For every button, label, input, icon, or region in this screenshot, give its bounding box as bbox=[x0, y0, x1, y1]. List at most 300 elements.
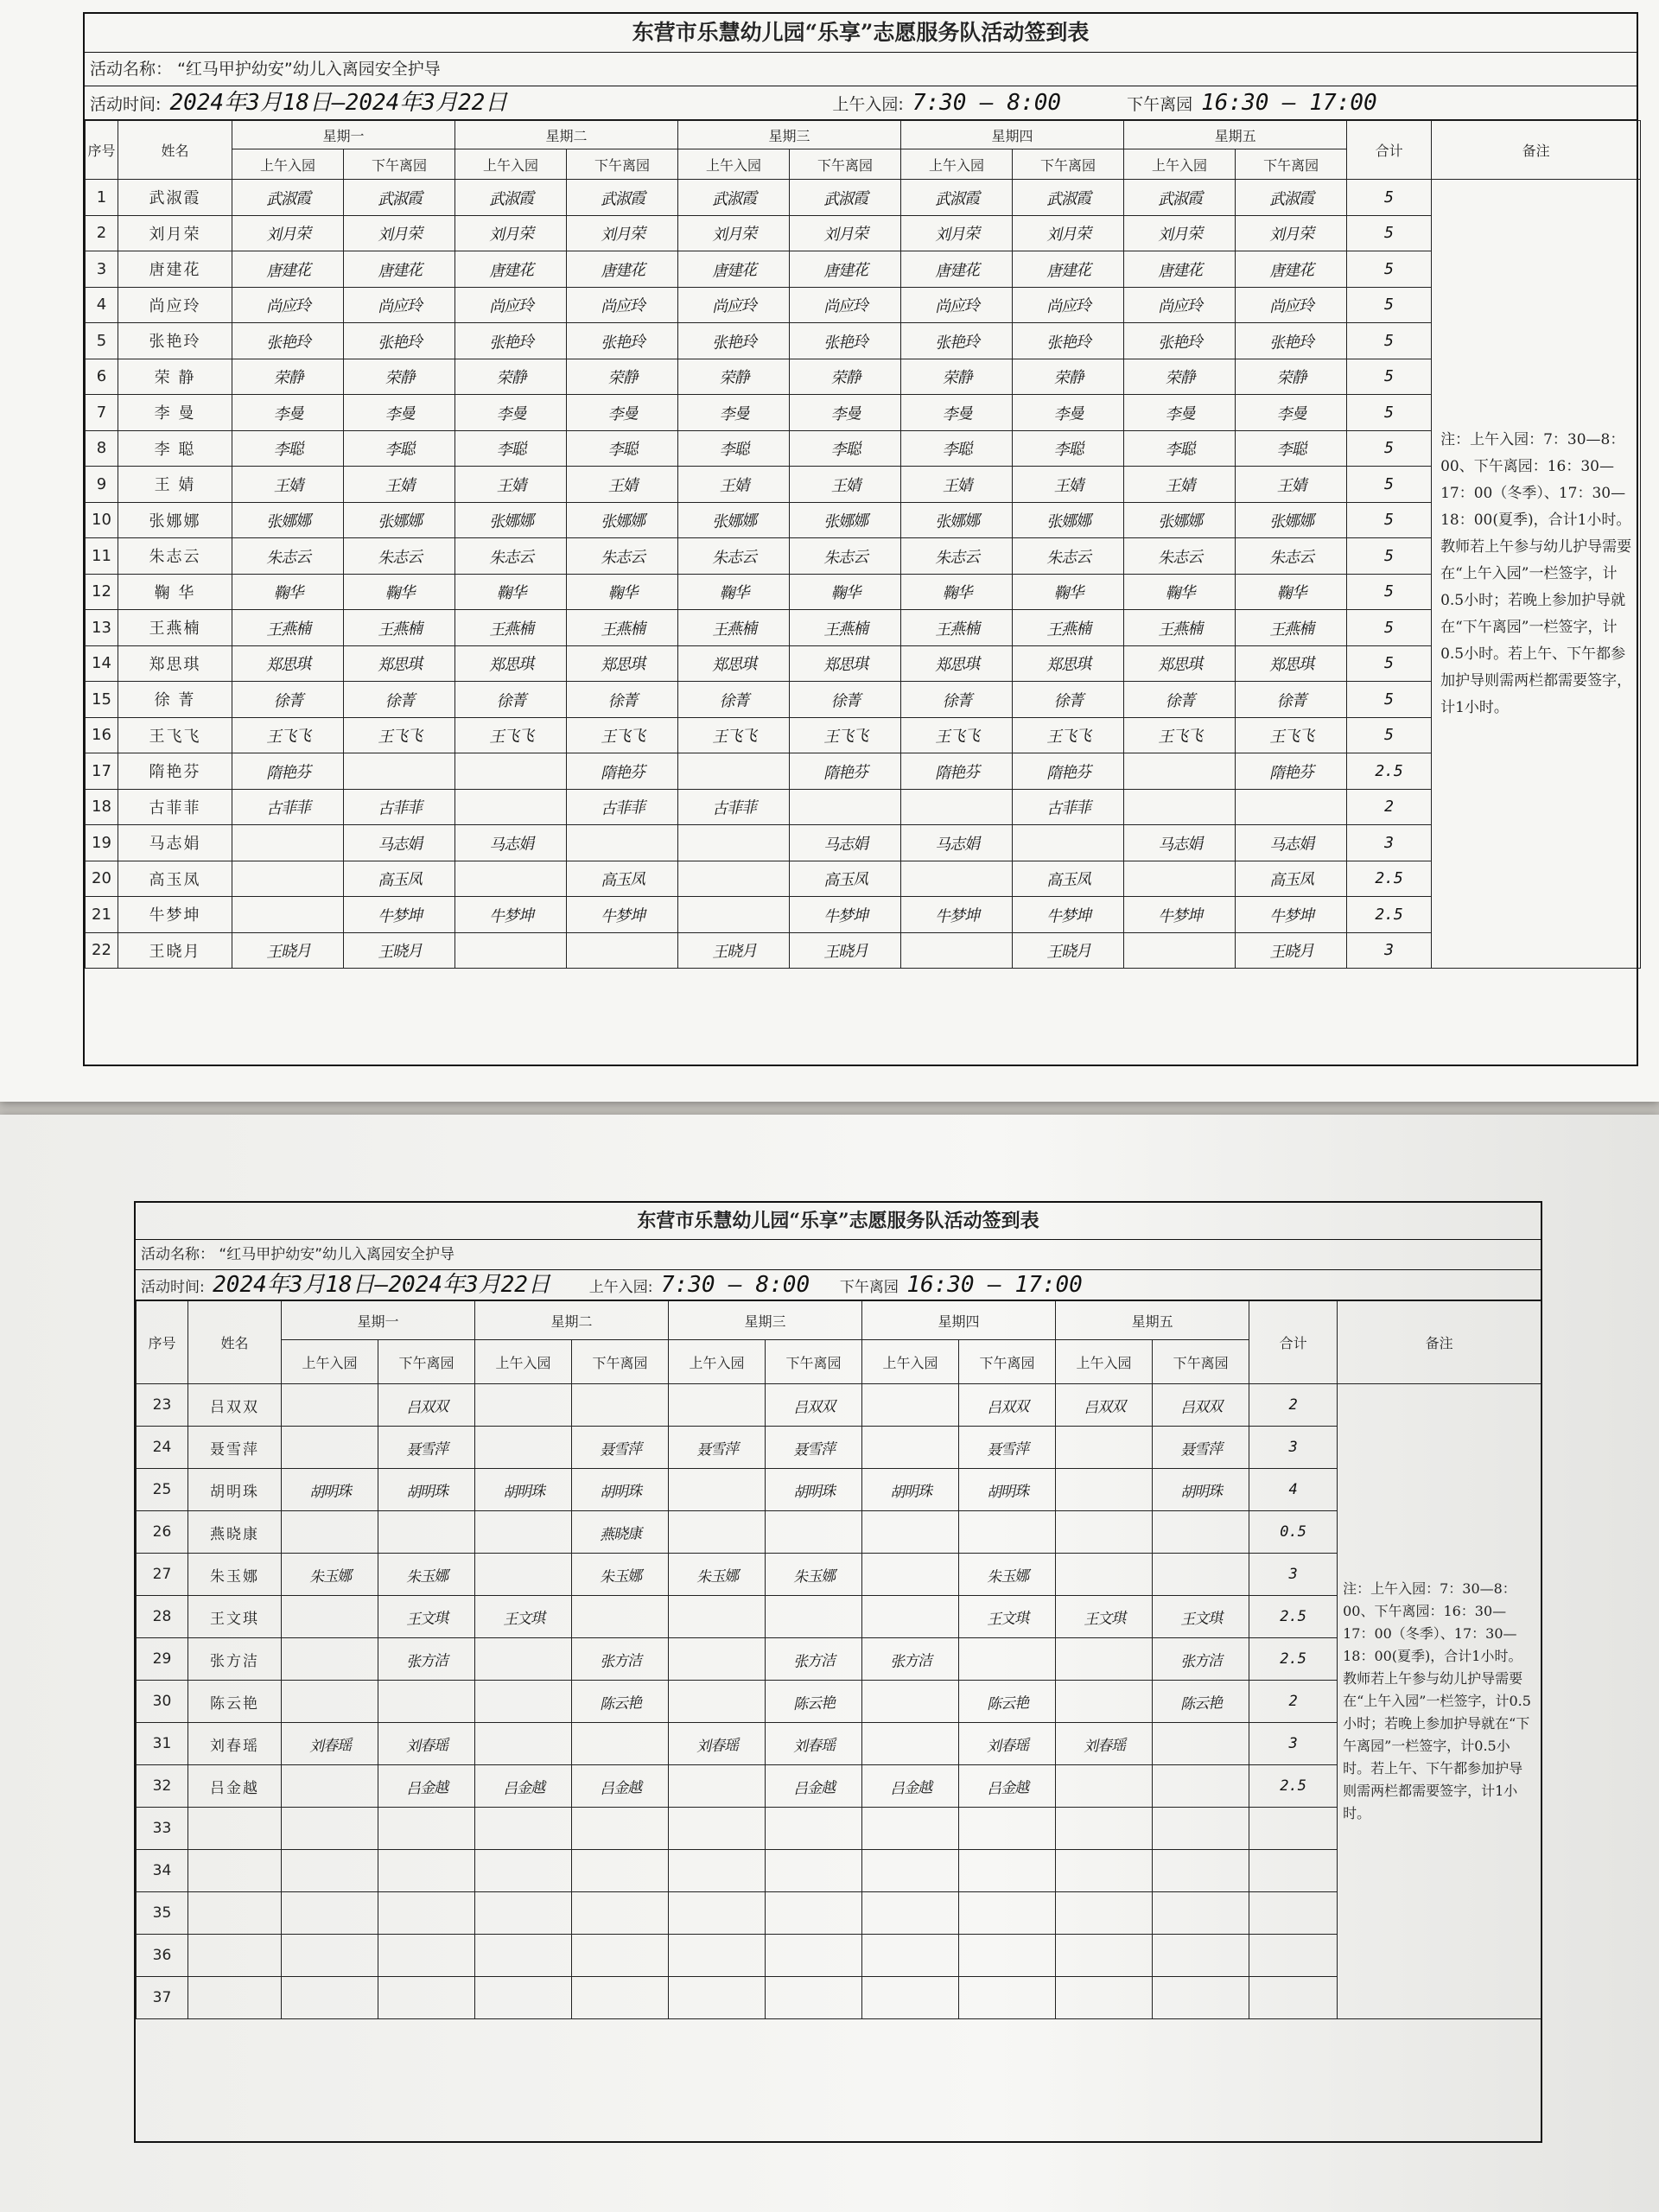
volunteer-name: 古菲菲 bbox=[118, 789, 232, 825]
signature-cell: 刘月荣 bbox=[1235, 213, 1347, 253]
volunteer-name: 燕晓康 bbox=[188, 1511, 282, 1554]
activity-name-row bbox=[85, 53, 1637, 86]
hours-total: 3 bbox=[1347, 932, 1432, 969]
sub-header-am: 上午入园 bbox=[282, 1340, 378, 1384]
signature-cell: 隋艳芬 bbox=[789, 751, 901, 791]
table-row bbox=[137, 1850, 1541, 1892]
signature-cell: 刘春瑶 bbox=[1055, 1721, 1154, 1767]
signature-cell bbox=[232, 823, 344, 862]
signature-cell: 李聪 bbox=[1012, 429, 1124, 468]
remarks-note: 注：上午入园：7：30—8：00、下午离园：16：30—17：00（冬季）、17：30—18：00(夏季)，合计1小时。教师若上午参与幼儿护导需要在“上午入园”一栏签字，计0.5小时；若晚上参加护导就在“下午离园”一栏签字，计0.5小时。若上午、下午都参加护导则需两栏都需要签字，计1小时。 bbox=[1338, 1384, 1541, 2019]
hours-total: 5 bbox=[1347, 502, 1432, 538]
signature-cell bbox=[765, 1510, 863, 1555]
sub-header-pm: 下午离园 bbox=[766, 1340, 862, 1384]
row-number: 23 bbox=[137, 1384, 188, 1427]
signature-cell: 尚应玲 bbox=[900, 285, 1013, 325]
signature-cell bbox=[668, 1891, 766, 1936]
signature-cell: 王飞飞 bbox=[566, 715, 678, 755]
volunteer-name: 聂雪萍 bbox=[188, 1427, 282, 1469]
signature-cell: 张艳玲 bbox=[454, 321, 567, 360]
activity-time-label: 活动时间: bbox=[141, 1279, 205, 1296]
signature-cell: 张娜娜 bbox=[900, 500, 1013, 540]
signature-cell: 朱志云 bbox=[454, 536, 567, 575]
hours-total: 2.5 bbox=[1249, 1638, 1338, 1681]
signature-cell bbox=[378, 1891, 476, 1936]
signature-cell bbox=[343, 751, 455, 791]
signature-cell: 唐建花 bbox=[1012, 249, 1124, 289]
signature-cell: 李曼 bbox=[454, 392, 567, 432]
signature-cell bbox=[281, 1975, 379, 2021]
volunteer-name: 李 曼 bbox=[118, 395, 232, 431]
signature-cell: 王燕楠 bbox=[1012, 607, 1124, 647]
signature-cell: 马志娟 bbox=[454, 823, 567, 862]
table-row bbox=[86, 825, 1641, 861]
signature-cell bbox=[1055, 1764, 1154, 1809]
signature-cell: 武淑霞 bbox=[343, 177, 455, 217]
sub-header-pm: 下午离园 bbox=[1013, 149, 1124, 180]
activity-name-label: 活动名称： bbox=[90, 60, 173, 79]
signature-cell bbox=[1055, 1679, 1154, 1725]
signature-cell bbox=[677, 894, 790, 934]
signature-cell bbox=[378, 1510, 476, 1555]
signature-cell bbox=[281, 1594, 379, 1640]
row-number: 22 bbox=[86, 932, 118, 969]
table-row bbox=[86, 251, 1641, 288]
signature-cell: 郑思琪 bbox=[343, 644, 455, 683]
volunteer-name: 朱志云 bbox=[118, 538, 232, 575]
signature-cell bbox=[571, 1975, 670, 2021]
table-row bbox=[137, 1765, 1541, 1808]
signature-cell bbox=[378, 1806, 476, 1852]
signature-cell: 刘月荣 bbox=[900, 213, 1013, 253]
signature-cell: 牛梦坤 bbox=[566, 894, 678, 934]
signature-cell bbox=[281, 1806, 379, 1852]
signature-cell: 吕双双 bbox=[1055, 1382, 1154, 1428]
hours-total: 2 bbox=[1347, 789, 1432, 825]
signature-cell: 王燕楠 bbox=[1235, 607, 1347, 647]
day-header-mon: 星期一 bbox=[282, 1301, 475, 1340]
afternoon-label: 下午离园 bbox=[1127, 95, 1193, 114]
signature-cell: 郑思琪 bbox=[232, 644, 344, 683]
signature-cell: 吕双双 bbox=[958, 1382, 1057, 1428]
signature-cell: 隋艳芬 bbox=[1235, 751, 1347, 791]
row-number: 33 bbox=[137, 1808, 188, 1850]
signature-cell bbox=[378, 1975, 476, 2021]
sign-in-sheet-page-2 bbox=[0, 1115, 1659, 2212]
table-row bbox=[137, 1511, 1541, 1554]
signature-cell: 王婧 bbox=[566, 464, 678, 504]
signature-cell: 张方洁 bbox=[861, 1637, 960, 1682]
signature-cell: 王燕楠 bbox=[566, 607, 678, 647]
signature-cell: 朱玉娜 bbox=[281, 1552, 379, 1598]
signature-cell bbox=[861, 1891, 960, 1936]
signature-cell: 荣静 bbox=[900, 357, 1013, 397]
signature-cell: 李聪 bbox=[677, 429, 790, 468]
signature-cell: 徐菁 bbox=[454, 679, 567, 719]
signature-cell: 胡明珠 bbox=[474, 1467, 573, 1513]
signature-cell: 荣静 bbox=[1012, 357, 1124, 397]
signature-cell: 刘月荣 bbox=[789, 213, 901, 253]
signature-cell bbox=[281, 1425, 379, 1471]
hours-total: 2 bbox=[1249, 1681, 1338, 1723]
signature-cell bbox=[474, 1891, 573, 1936]
signature-cell bbox=[232, 894, 344, 934]
sub-header-am: 上午入园 bbox=[455, 149, 567, 180]
signature-cell: 武淑霞 bbox=[1012, 177, 1124, 217]
signature-cell bbox=[566, 931, 678, 970]
sheet-frame bbox=[83, 12, 1638, 1066]
row-number: 11 bbox=[86, 538, 118, 575]
signature-cell: 聂雪萍 bbox=[378, 1425, 476, 1471]
signature-cell: 武淑霞 bbox=[1123, 177, 1236, 217]
signature-cell: 鞠华 bbox=[1012, 572, 1124, 612]
signature-cell: 陈云艳 bbox=[958, 1679, 1057, 1725]
signature-cell: 尚应玲 bbox=[232, 285, 344, 325]
hours-total: 5 bbox=[1347, 717, 1432, 753]
signature-cell bbox=[571, 1594, 670, 1640]
signature-cell bbox=[668, 1510, 766, 1555]
signature-cell bbox=[900, 787, 1013, 827]
signature-cell: 朱志云 bbox=[677, 536, 790, 575]
signature-cell: 张娜娜 bbox=[789, 500, 901, 540]
signature-cell bbox=[281, 1510, 379, 1555]
signature-cell: 张方洁 bbox=[378, 1637, 476, 1682]
signature-cell bbox=[454, 859, 567, 899]
signature-cell bbox=[861, 1594, 960, 1640]
signature-cell: 高玉凤 bbox=[789, 859, 901, 899]
signature-cell bbox=[281, 1637, 379, 1682]
hours-total: 5 bbox=[1347, 538, 1432, 575]
signature-cell: 李聪 bbox=[566, 429, 678, 468]
hours-total: 5 bbox=[1347, 180, 1432, 216]
signature-cell: 尚应玲 bbox=[454, 285, 567, 325]
sub-header-am: 上午入园 bbox=[901, 149, 1013, 180]
table-row bbox=[86, 467, 1641, 503]
signature-cell: 鞠华 bbox=[677, 572, 790, 612]
signature-cell: 刘春瑶 bbox=[668, 1721, 766, 1767]
signature-cell bbox=[668, 1637, 766, 1682]
hours-total: 2.5 bbox=[1347, 861, 1432, 897]
signature-cell: 鞠华 bbox=[1123, 572, 1236, 612]
day-header-tue: 星期二 bbox=[475, 1301, 669, 1340]
signature-cell: 李聪 bbox=[1235, 429, 1347, 468]
volunteer-name: 鞠 华 bbox=[118, 574, 232, 610]
signature-cell bbox=[1123, 751, 1236, 791]
volunteer-name bbox=[188, 1977, 282, 2019]
signature-cell bbox=[1055, 1975, 1154, 2021]
hours-total: 2.5 bbox=[1347, 753, 1432, 790]
row-number: 32 bbox=[137, 1765, 188, 1808]
signature-cell: 王婧 bbox=[789, 464, 901, 504]
signature-cell: 吕金越 bbox=[861, 1764, 960, 1809]
signature-cell: 李曼 bbox=[900, 392, 1013, 432]
signature-cell: 古菲菲 bbox=[566, 787, 678, 827]
row-number: 17 bbox=[86, 753, 118, 790]
signature-cell bbox=[232, 859, 344, 899]
signature-cell: 牛梦坤 bbox=[454, 894, 567, 934]
signature-cell bbox=[677, 859, 790, 899]
signature-cell: 吕金越 bbox=[958, 1764, 1057, 1809]
signature-cell: 荣静 bbox=[1123, 357, 1236, 397]
signature-cell: 王飞飞 bbox=[900, 715, 1013, 755]
sub-header-pm: 下午离园 bbox=[572, 1340, 669, 1384]
signature-cell bbox=[861, 1806, 960, 1852]
signature-cell: 陈云艳 bbox=[765, 1679, 863, 1725]
signature-cell: 武淑霞 bbox=[566, 177, 678, 217]
signature-cell bbox=[958, 1975, 1057, 2021]
signature-cell bbox=[454, 931, 567, 970]
row-number: 16 bbox=[86, 717, 118, 753]
volunteer-name: 王文琪 bbox=[188, 1596, 282, 1638]
activity-time-value: 2024年3月18日—2024年3月22日 bbox=[169, 90, 508, 116]
table-row bbox=[137, 1723, 1541, 1765]
table-row bbox=[86, 287, 1641, 323]
row-number: 6 bbox=[86, 359, 118, 395]
signature-cell: 王飞飞 bbox=[1012, 715, 1124, 755]
volunteer-name: 胡明珠 bbox=[188, 1469, 282, 1511]
signature-cell: 朱志云 bbox=[566, 536, 678, 575]
signature-cell: 徐菁 bbox=[677, 679, 790, 719]
signature-cell bbox=[1152, 1510, 1250, 1555]
signature-cell bbox=[789, 787, 901, 827]
row-number: 14 bbox=[86, 645, 118, 682]
signature-cell: 高玉凤 bbox=[566, 859, 678, 899]
signature-cell: 王婧 bbox=[1123, 464, 1236, 504]
signature-cell: 郑思琪 bbox=[1235, 644, 1347, 683]
table-row bbox=[86, 359, 1641, 395]
signature-cell bbox=[677, 751, 790, 791]
signature-cell: 郑思琪 bbox=[566, 644, 678, 683]
signature-cell bbox=[668, 1594, 766, 1640]
row-number: 25 bbox=[137, 1469, 188, 1511]
signature-cell: 王飞飞 bbox=[1123, 715, 1236, 755]
morning-value: 7:30 — 8:00 bbox=[912, 90, 1061, 116]
signature-cell: 徐菁 bbox=[232, 679, 344, 719]
activity-time-row bbox=[85, 86, 1637, 120]
remarks-header: 备注 bbox=[1432, 121, 1641, 180]
sub-header-am: 上午入园 bbox=[678, 149, 790, 180]
signature-cell: 吕双双 bbox=[765, 1382, 863, 1428]
volunteer-name: 张方洁 bbox=[188, 1638, 282, 1681]
total-header: 合计 bbox=[1249, 1301, 1338, 1384]
volunteer-name: 刘月荣 bbox=[118, 215, 232, 251]
signature-cell: 朱志云 bbox=[1012, 536, 1124, 575]
signature-cell: 张方洁 bbox=[571, 1637, 670, 1682]
hours-total: 5 bbox=[1347, 251, 1432, 288]
table-row bbox=[137, 1892, 1541, 1935]
sub-header-pm: 下午离园 bbox=[567, 149, 678, 180]
signature-cell: 胡明珠 bbox=[958, 1467, 1057, 1513]
signature-cell bbox=[668, 1764, 766, 1809]
signature-cell bbox=[281, 1933, 379, 1979]
signature-cell: 武淑霞 bbox=[677, 177, 790, 217]
signature-cell: 王燕楠 bbox=[1123, 607, 1236, 647]
signature-cell bbox=[281, 1891, 379, 1936]
sub-header-am: 上午入园 bbox=[475, 1340, 572, 1384]
signature-cell: 王晓月 bbox=[343, 931, 455, 970]
signature-cell bbox=[668, 1975, 766, 2021]
signature-cell bbox=[765, 1806, 863, 1852]
row-number: 15 bbox=[86, 682, 118, 718]
signature-cell: 徐菁 bbox=[789, 679, 901, 719]
signature-cell: 武淑霞 bbox=[454, 177, 567, 217]
row-number: 18 bbox=[86, 789, 118, 825]
signature-cell bbox=[454, 751, 567, 791]
hours-total bbox=[1249, 1808, 1338, 1850]
signature-cell: 牛梦坤 bbox=[900, 894, 1013, 934]
day-header-fri: 星期五 bbox=[1056, 1301, 1249, 1340]
signature-cell bbox=[765, 1848, 863, 1894]
signature-cell: 李曼 bbox=[232, 392, 344, 432]
hours-total: 2.5 bbox=[1249, 1765, 1338, 1808]
signature-cell bbox=[1055, 1425, 1154, 1471]
signature-cell bbox=[1152, 1891, 1250, 1936]
signature-cell: 刘月荣 bbox=[1123, 213, 1236, 253]
signature-cell: 牛梦坤 bbox=[343, 894, 455, 934]
volunteer-name: 牛梦坤 bbox=[118, 897, 232, 933]
signature-cell: 古菲菲 bbox=[1012, 787, 1124, 827]
signature-cell: 张娜娜 bbox=[343, 500, 455, 540]
signature-cell: 李聪 bbox=[789, 429, 901, 468]
signature-cell bbox=[668, 1467, 766, 1513]
signature-cell bbox=[1055, 1848, 1154, 1894]
signature-cell bbox=[474, 1425, 573, 1471]
signature-cell bbox=[378, 1848, 476, 1894]
volunteer-name: 徐 菁 bbox=[118, 682, 232, 718]
day-header-thu: 星期四 bbox=[862, 1301, 1056, 1340]
day-header-thu: 星期四 bbox=[901, 121, 1124, 149]
table-row bbox=[86, 323, 1641, 359]
signature-cell bbox=[378, 1679, 476, 1725]
hours-total: 2.5 bbox=[1347, 897, 1432, 933]
signature-cell: 郑思琪 bbox=[454, 644, 567, 683]
signature-cell: 李聪 bbox=[232, 429, 344, 468]
volunteer-name: 尚应玲 bbox=[118, 287, 232, 323]
signature-cell: 王飞飞 bbox=[454, 715, 567, 755]
signature-cell: 王婧 bbox=[454, 464, 567, 504]
hours-total: 5 bbox=[1347, 682, 1432, 718]
sub-header-pm: 下午离园 bbox=[1236, 149, 1347, 180]
row-number: 10 bbox=[86, 502, 118, 538]
volunteer-name: 刘春瑶 bbox=[188, 1723, 282, 1765]
table-row bbox=[86, 932, 1641, 969]
total-header: 合计 bbox=[1347, 121, 1432, 180]
signature-cell: 高玉凤 bbox=[1235, 859, 1347, 899]
signature-cell: 徐菁 bbox=[1123, 679, 1236, 719]
sheet-title: 东营市乐慧幼儿园“乐享”志愿服务队活动签到表 bbox=[85, 14, 1637, 53]
afternoon-value: 16:30 — 17:00 bbox=[906, 1272, 1083, 1298]
signature-cell bbox=[861, 1975, 960, 2021]
volunteer-name: 唐建花 bbox=[118, 251, 232, 288]
signature-cell bbox=[1055, 1467, 1154, 1513]
signature-cell: 朱玉娜 bbox=[958, 1552, 1057, 1598]
hours-total: 3 bbox=[1347, 825, 1432, 861]
signature-cell: 徐菁 bbox=[343, 679, 455, 719]
hours-total bbox=[1249, 1977, 1338, 2019]
signature-cell: 李聪 bbox=[343, 429, 455, 468]
signature-cell bbox=[571, 1806, 670, 1852]
row-number: 36 bbox=[137, 1935, 188, 1977]
signature-cell: 李聪 bbox=[1123, 429, 1236, 468]
row-number: 20 bbox=[86, 861, 118, 897]
signature-cell bbox=[958, 1933, 1057, 1979]
signature-cell: 荣静 bbox=[566, 357, 678, 397]
signature-cell: 王晓月 bbox=[677, 931, 790, 970]
table-row bbox=[137, 1808, 1541, 1850]
signature-cell: 鞠华 bbox=[1235, 572, 1347, 612]
signature-cell bbox=[281, 1679, 379, 1725]
signature-cell: 尚应玲 bbox=[677, 285, 790, 325]
row-number: 24 bbox=[137, 1427, 188, 1469]
signature-cell: 荣静 bbox=[677, 357, 790, 397]
signature-cell bbox=[861, 1848, 960, 1894]
day-header-fri: 星期五 bbox=[1124, 121, 1347, 149]
signature-cell bbox=[861, 1721, 960, 1767]
volunteer-name: 武淑霞 bbox=[118, 180, 232, 216]
signature-cell: 胡明珠 bbox=[571, 1467, 670, 1513]
signature-cell: 李聪 bbox=[454, 429, 567, 468]
signature-cell: 徐菁 bbox=[1235, 679, 1347, 719]
row-number: 1 bbox=[86, 180, 118, 216]
signature-cell: 唐建花 bbox=[1123, 249, 1236, 289]
name-header: 姓名 bbox=[118, 121, 232, 180]
sub-header-am: 上午入园 bbox=[1124, 149, 1236, 180]
day-header-wed: 星期三 bbox=[678, 121, 901, 149]
table-row bbox=[137, 1596, 1541, 1638]
signature-cell: 高玉凤 bbox=[1012, 859, 1124, 899]
signature-cell: 徐菁 bbox=[1012, 679, 1124, 719]
signature-cell bbox=[861, 1510, 960, 1555]
signature-cell: 陈云艳 bbox=[1152, 1679, 1250, 1725]
signature-cell: 李曼 bbox=[1235, 392, 1347, 432]
signature-cell: 徐菁 bbox=[566, 679, 678, 719]
signature-cell: 尚应玲 bbox=[1012, 285, 1124, 325]
signature-cell: 张方洁 bbox=[765, 1637, 863, 1682]
signature-cell: 武淑霞 bbox=[900, 177, 1013, 217]
signature-cell: 马志娟 bbox=[1123, 823, 1236, 862]
signature-cell bbox=[1235, 787, 1347, 827]
signature-cell: 张娜娜 bbox=[232, 500, 344, 540]
hours-total: 5 bbox=[1347, 467, 1432, 503]
signature-cell bbox=[958, 1510, 1057, 1555]
signature-cell bbox=[1055, 1637, 1154, 1682]
sign-in-sheet-page-1 bbox=[0, 0, 1659, 1102]
signature-cell: 鞠华 bbox=[454, 572, 567, 612]
row-number: 35 bbox=[137, 1892, 188, 1935]
signature-cell: 鞠华 bbox=[789, 572, 901, 612]
sub-header-pm: 下午离园 bbox=[1153, 1340, 1249, 1384]
signature-cell: 吕金越 bbox=[571, 1764, 670, 1809]
sub-header-pm: 下午离园 bbox=[790, 149, 901, 180]
signature-cell bbox=[1152, 1552, 1250, 1598]
row-number: 27 bbox=[137, 1554, 188, 1596]
table-row bbox=[86, 180, 1641, 216]
volunteer-name bbox=[188, 1892, 282, 1935]
signature-cell bbox=[571, 1933, 670, 1979]
signature-cell: 唐建花 bbox=[343, 249, 455, 289]
signature-cell: 吕金越 bbox=[378, 1764, 476, 1809]
signature-cell: 鞠华 bbox=[343, 572, 455, 612]
activity-time-value: 2024年3月18日—2024年3月22日 bbox=[213, 1272, 550, 1298]
signature-cell bbox=[668, 1848, 766, 1894]
signature-cell: 李曼 bbox=[1123, 392, 1236, 432]
table-row bbox=[86, 502, 1641, 538]
signature-cell bbox=[1152, 1764, 1250, 1809]
signature-cell bbox=[571, 1721, 670, 1767]
signature-cell: 李曼 bbox=[789, 392, 901, 432]
signature-cell bbox=[281, 1382, 379, 1428]
signature-cell bbox=[571, 1848, 670, 1894]
